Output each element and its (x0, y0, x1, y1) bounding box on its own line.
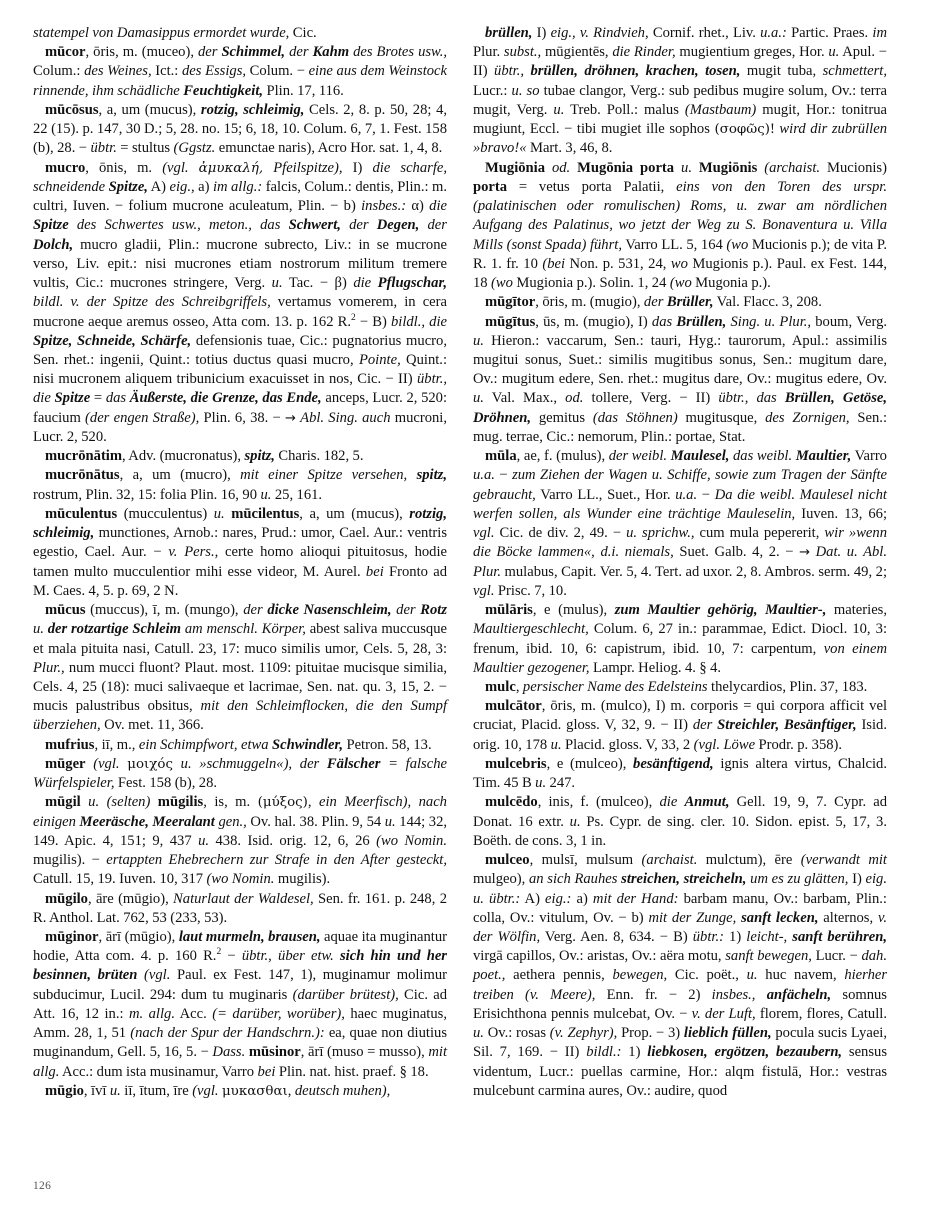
two-column-layout (33, 24, 888, 1169)
left-text-column (33, 24, 447, 1101)
dictionary-entry: statempel von Damasippus ermordet wurde, Cic. (33, 25, 317, 41)
dictionary-entry: mūgītus, ūs, m. (mugio), I) das Brüllen, Sing. u. Plur., boum, Verg. u. Hieron.: vaccarum, Sen.: tauri, Hyg.: taurorum, Apul.: assimilis mugitui sonus, Suet.: similis mugitibus sonus, Sen.: mugitum dare, Ov.: mugitum edere, Sen. rhet.: mugitus dare, Ov.: mugitus edere, Ov. u. Val. Max., od. tollere, Verg. − II) übtr., das Brüllen, Getöse, Dröhnen, gemitus (das Stöhnen) mugitusque, des Zornigen, Sen.: mug. terrae, Cic.: nemorum, Plin.: portae, Stat. (473, 313, 888, 445)
dictionary-entry: mūgio, īvī u. iī, ītum, īre (vgl. μυκασθαι, deutsch muhen), (45, 1082, 391, 1099)
dictionary-entry: mucro, ōnis, m. (vgl. ἀμυκαλή, Pfeilspitze), I) die scharfe, schneidende Spitze, A) eig., a) im allg.: falcis, Colum.: dentis, Plin.: m. cultri, Iuven. − folium mucrone aculeatum, Plin. − b) insbes.: α) die Spitze des Schwertes usw., meton., das Schwert, der Degen, der Dolch, mucro gladii, Plin.: mucrone subrecto, Liv.: in se mucrone verso, Liv. epit.: nisi mucrones etiam nostrorum militum tremere vultis, Cic.: mucrones stringere, Verg. u. Tac. − β) die Pflugschar, bildl. v. der Spitze des Schreibgriffels, vertamus vomerem, in cera mucrone aeque aremus osseo, Atta com. 13. p. 162 R.$^2$ − B) bildl., die Spitze, Schneide, Schärfe, defensionis tuae, Cic.: pugnatorius mucro, Sen. rhet.: ingenii, Quint.: totius ductus quasi mucro, Pointe, Quint.: nisi mucronem aliquem tribunicium exacuisset in nos, Cic. − II) übtr., die Spitze = das Äußerste, die Grenze, das Ende, anceps, Lucr. 2, 520: faucium (der engen Straße), Plin. 6, 38. − → Abl. Sing. auch mucroni, Lucr. 2, 520. (33, 159, 448, 445)
dictionary-entry: mūginor, ārī (mūgio), laut murmeln, brausen, aquae ita muginantur hodie, Atta com. 4. p. 160 R.$^2$ − übtr., über etw. sich hin und her besinnen, brüten (vgl. Paul. ex Fest. 147, 1), muginamur molimur subducimur, Lucil. 294: dum tu muginaris (darüber brütest), Cic. ad Att. 16, 12 in.: m. allg. Acc. (= darüber, worüber), haec muginatus, Amm. 28, 1, 51 (nach der Spur der Handschrn.): ea, quae non diutius muginandum, Gell. 5, 16, 5. − Dass. mūsinor, ārī (muso = musso), mit allg. Acc.: dum ista musinamur, Varro bei Plin. nat. hist. praef. § 18. (33, 929, 448, 1080)
dictionary-entry: mulcātor, ōris, m. (mulco), I) m. corporis = qui corpora afficit vel cruciat, Placid. gloss. V, 32, 9. − II) der Streichler, Besänftiger, Isid. orig. 10, 178 u. Placid. gloss. V, 33, 2 (vgl. Löwe Prodr. p. 358). (473, 698, 887, 753)
dictionary-entry: mulc, persischer Name des Edelsteins thelycardios, Plin. 37, 183. (485, 678, 868, 695)
dictionary-entry: mūlāris, e (mulus), zum Maultier gehörig, Maultier-, materies, Maultiergeschlecht, Colum. 6, 27 in.: parammae, Edict. Diocl. 10, 3: frenum, ibid. 10, 6: capistrum, ibid. 10, 7: carpentum, von einem Maultier gezogener, Lampr. Heliog. 4. § 4. (473, 602, 888, 676)
page-folio-number: 126 (33, 1180, 52, 1192)
dictionary-entry: mūcus (muccus), ī, m. (mungo), der dicke Nasenschleim, der Rotz u. der rotzartige Schleim am menschl. Körper, abest saliva muccusque et mala pituita nasi, Catull. 23, 17: muco similis umor, Cels. 5, 28, 3: Plur., num mucci fluont? Plaut. most. 1109: pituitae mucisque similia, Cels. 4, 25 (18): muci salivaeque et lacrimae, Sen. nat. qu. 3, 15, 2. − mucis palustribus obsitus, mit den Schleimflocken, die den Sumpf überziehen, Ov. met. 11, 366. (33, 602, 448, 734)
dictionary-entry: mulcebris, e (mulceo), besänftigend, ignis altera virtus, Chalcid. Tim. 45 B u. 247. (473, 755, 887, 792)
dictionary-entry: mūgītor, ōris, m. (mugio), der Brüller, Val. Flacc. 3, 208. (485, 294, 822, 311)
dictionary-entry: mulceo, mulsī, mulsum (archaist. mulctum), ēre (verwandt mit mulgeo), an sich Rauhes streichen, streicheln, um es zu glätten, I) eig. u. übtr.: A) eig.: a) mit der Hand: barbam manu, Ov.: barbam, Plin.: colla, Ov.: vitulum, Ov. − b) mit der Zunge, sanft lecken, alternos, v. der Wölfin, Verg. Aen. 8, 634. − B) übtr.: 1) leicht-, sanft berühren, virgā capillos, Ov.: aristas, Ov.: aëra motu, sanft bewegen, Lucr. − dah. poet., aethera pennis, bewegen, Cic. poët., u. huc navem, hierher treiben (v. Meere), Enn. fr. − 2) insbes., anfächeln, somnus Erisichthona pennis mulcebat, Ov. − v. der Luft, florem, flores, Catull. u. Ov.: rosas (v. Zephyr), Prop. − 3) lieblich füllen, pocula sucis Lyaei, Sil. 7, 169. − II) bildl.: 1) liebkosen, ergötzen, bezaubern, sensus videntum, Lucr.: puellas carmine, Hor.: alqm fistulā, Hor.: vestras mulcebunt carmina aures, Ov.: audire, quod (473, 852, 888, 1099)
dictionary-entry: mūculentus (mucculentus) u. mūcilentus, a, um (mucus), rotzig, schleimig, munctiones, Arnob.: nares, Prud.: umor, Cael. Aur.: ventris egestio, Cael. Aur. − v. Pers., certe homo alioqui pituitosus, hodie tamen multo mucculentior mihi esse videor, M. Aurel. bei Fronto ad M. Caes. 4, 5. p. 69, 2 N. (33, 505, 448, 599)
dictionary-entry: mūcōsus, a, um (mucus), rotzig, schleimig, Cels. 2, 8. p. 50, 28; 4, 22 (15). p. 147, 30 D.; 5, 28. no. 15; 6, 18, 10. Colum. 6, 7, 1. Fest. 158 (b), 28. − übtr. = stultus (Ggstz. emunctae naris), Acro Hor. sat. 1, 4, 8. (33, 101, 448, 157)
dictionary-entry: mūger (vgl. μοιχός u. »schmuggeln«), der Fälscher = falsche Würfelspieler, Fest. 158 (b), 28. (33, 755, 447, 792)
dictionary-entry: mūgilo, āre (mūgio), Naturlaut der Waldesel, Sen. fr. 161. p. 248, 2 R. Anthol. Lat. 762, 53 (233, 53). (33, 890, 447, 926)
dictionary-entry: mucrōnātus, a, um (mucro), mit einer Spitze versehen, spitz, rostrum, Plin. 32, 15: folia Plin. 16, 90 u. 25, 161. (33, 467, 447, 503)
dictionary-entry: mufrius, iī, m., ein Schimpfwort, etwa Schwindler, Petron. 58, 13. (45, 736, 432, 753)
dictionary-entry: mūcor, ōris, m. (muceo), der Schimmel, der Kahm des Brotes usw., Colum.: des Weines, Ict.: des Essigs, Colum. − eine aus dem Weinstock rinnende, ihm schädliche Feuchtigkeit, Plin. 17, 116. (33, 44, 448, 99)
dictionary-entry: mūla, ae, f. (mulus), der weibl. Maulesel, das weibl. Maultier, Varro u.a. − zum Ziehen der Wagen u. Schiffe, sowie zum Tragen der Sänfte gebraucht, Varro LL., Suet., Hor. u.a. − Da die weibl. Maulesel nicht werfen sollen, als Wunder eine trächtige Mauleselin, Iuven. 13, 66; vgl. Cic. de div. 2, 49. − u. sprichw., cum mula pepererit, wir »wenn die Böcke lammen«, d.i. niemals, Suet. Galb. 4, 2. − → Dat. u. Abl. Plur. mulabus, Capit. Ver. 5, 4. Tert. ad uxor. 2, 8. Ambros. serm. 49, 2; vgl. Prisc. 7, 10. (473, 448, 887, 599)
dictionary-entry: mucrōnātim, Adv. (mucronatus), spitz, Charis. 182, 5. (45, 448, 364, 465)
dictionary-entry: mulcēdo, inis, f. (mulceo), die Anmut, Gell. 19, 9, 7. Cypr. ad Donat. 16 extr. u. Ps. Cypr. de sing. cler. 10. Sidon. epist. 5, 17, 3. Boëth. de cons. 3, 1 in. (473, 794, 888, 849)
dictionary-entry: mūgil u. (selten) mūgilis, is, m. (μύξος), ein Meerfisch), nach einigen Meeräsche, Meeralant gen., Ov. hal. 38. Plin. 9, 54 u. 144; 32, 149. Apic. 4, 151; 9, 437 u. 438. Isid. orig. 12, 6, 26 (wo Nomin. mugilis). − ertappten Ehebrechern zur Strafe in den After gesteckt, Catull. 15, 19. Iuven. 10, 317 (wo Nomin. mugilis). (33, 794, 448, 888)
dictionary-entry: Mugiōnia od. Mugōnia porta u. Mugiōnis (archaist. Mucionis) porta = vetus porta Palatii, eins von den Toren des urspr. (palatinischen oder romulischen) Roms, u. zwar am nördlichen Aufgang des Palatinus, wo jetzt der Weg zu S. Bonaventura u. Villa Mills (sonst Spada) führt, Varro LL. 5, 164 (wo Mucionis p.); de vita P. R. 1. fr. 10 (bei Non. p. 531, 24, wo Mugionis p.). Paul. ex Fest. 144, 18 (wo Mugionia p.). Solin. 1, 24 (wo Mugonia p.). (473, 159, 888, 292)
right-text-column (473, 24, 887, 1101)
dictionary-entry: brüllen, I) eig., v. Rindvieh, Cornif. rhet., Liv. u.a.: Partic. Praes. im Plur. subst., mūgientēs, die Rinder, mugientium greges, Hor. u. Apul. − II) übtr., brüllen, dröhnen, krachen, tosen, mugit tuba, schmettert, Lucr.: u. so tubae clangor, Verg.: sub pedibus mugire solum, Ov.: terra mugit, Verg. u. Treb. Poll.: malus (Mastbaum) mugit, Hor.: tonitrua mugiunt, Eccl. − tibi mugiet ille sophos (σοφῶς)! wird dir zubrüllen »bravo!« Mart. 3, 46, 8. (473, 25, 888, 157)
